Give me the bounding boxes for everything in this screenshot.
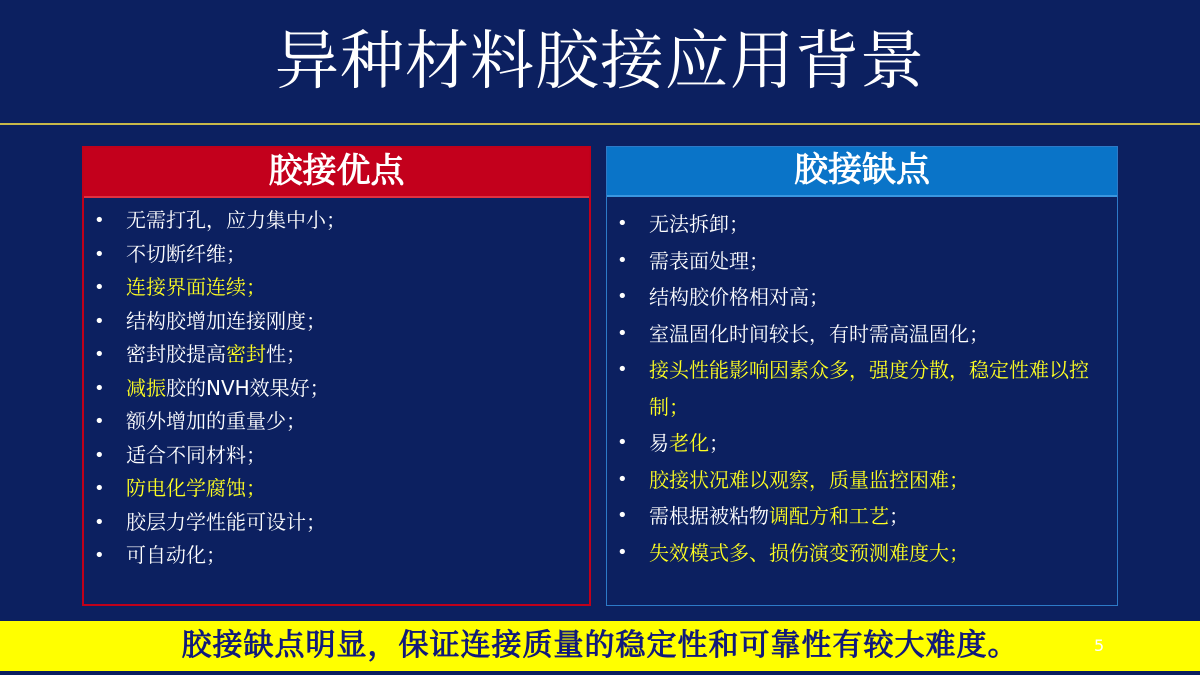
list-item [84,539,589,573]
disadvantages-list [607,197,1117,571]
highlight-text: 胶接状况难以观察，质量监控困难； [649,467,969,492]
bullet-icon: • [617,213,628,234]
bullet-icon: • [94,243,105,265]
list-item [84,238,589,272]
title-divider [0,123,1200,125]
advantages-header: 胶接优点 [84,148,589,198]
bullet-icon: • [617,286,628,307]
list-item [607,535,1117,572]
item-text: 胶的NVH效果好； [166,375,330,400]
bullet-icon: • [94,344,105,365]
slide-title: 异种材料胶接应用背景 [275,25,925,99]
highlight-text: 防电化学腐蚀； [126,476,266,500]
item-text: 需表面处理； [649,248,769,273]
bullet-icon: • [94,411,105,432]
highlight-text: 老化 [669,431,709,455]
highlight-text: 调配方和工艺 [769,504,889,528]
item-text: 室温固化时间较长，有时需高温固化； [649,321,989,346]
bullet-icon: • [617,249,628,271]
conclusion-text: 胶接缺点明显，保证连接质量的稳定性和可靠性有较大难度。 [181,628,1019,663]
bullet-icon: • [617,322,628,344]
disadvantages-panel [606,146,1118,606]
list-item [84,204,589,238]
slide-number: 5 [1094,636,1105,655]
list-item [84,338,589,372]
item-text: 无法拆卸； [649,212,749,236]
item-text: 额外增加的重量少； [126,409,306,433]
item-text: ； [709,431,729,455]
advantages-list [84,198,589,573]
list-item [607,498,1117,535]
list-item [607,425,1117,462]
item-text: 结构胶增加连接刚度； [126,308,326,333]
bullet-icon: • [617,432,628,453]
item-text: 可自动化； [126,543,226,567]
list-item [84,439,589,473]
highlight-text: 接头性能影响因素众多，强度分散，稳定性难以控制； [649,358,1089,419]
highlight-text: 减振 [126,375,166,400]
highlight-text: 失效模式多、损伤演变预测难度大； [649,540,969,565]
list-item [607,279,1117,316]
bullet-icon: • [617,541,628,563]
bullet-icon: • [617,468,628,490]
item-text: 胶层力学性能可设计； [126,509,326,534]
list-item [84,472,589,506]
conclusion-banner [0,621,1200,671]
item-text: 密封胶提高 [126,342,226,366]
bullet-icon: • [94,511,105,533]
list-item [607,243,1117,280]
item-text: 适合不同材料； [126,442,266,467]
item-text: 需根据被粘物 [649,504,769,528]
list-item [84,305,589,339]
highlight-text: 连接界面连续； [126,275,266,299]
list-item [84,271,589,305]
bullet-icon: • [94,377,105,399]
bullet-icon: • [94,277,105,298]
item-text: 易 [649,431,669,455]
disadvantages-header: 胶接缺点 [607,147,1117,197]
list-item [84,372,589,406]
bullet-icon: • [617,505,628,526]
bullet-icon: • [94,210,105,231]
item-text: 不切断纤维； [126,241,246,266]
list-item [607,316,1117,353]
item-text: 结构胶价格相对高； [649,285,829,309]
list-item [84,405,589,439]
bullet-icon: • [94,310,105,332]
list-item [84,506,589,540]
item-text: ； [889,504,909,528]
bullet-icon: • [94,444,105,466]
list-item [607,352,1117,425]
list-item [607,462,1117,499]
list-item [607,206,1117,243]
highlight-text: 密封 [226,342,266,366]
bullet-icon: • [94,545,105,566]
bullet-icon: • [617,359,628,380]
item-text: 性； [266,342,306,366]
advantages-panel [82,146,591,606]
bullet-icon: • [94,478,105,499]
item-text: 无需打孔，应力集中小； [126,208,346,232]
